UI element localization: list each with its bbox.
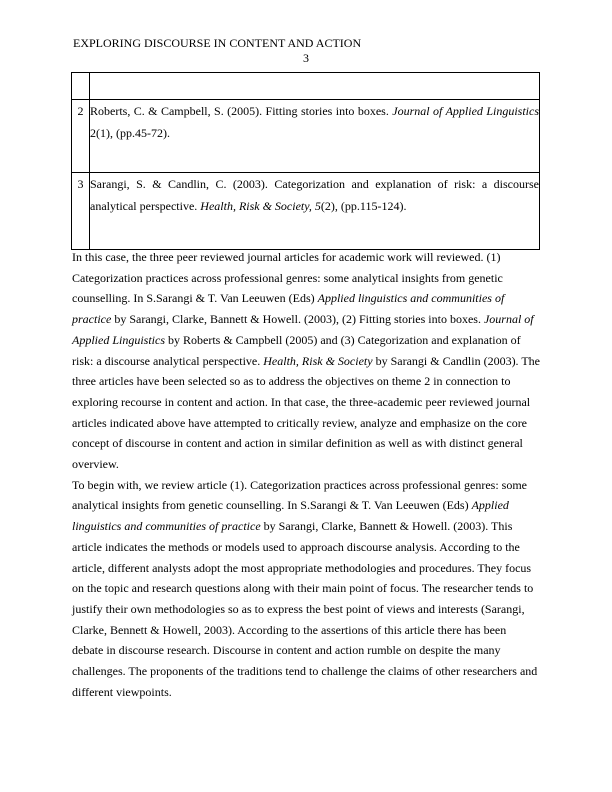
ref-citation: [90, 100, 540, 173]
italic-text: Applied linguistics and communities of practice: [72, 498, 509, 534]
italic-text: Journal of Applied Linguistics: [392, 104, 539, 118]
text-run: To begin with, we review article (1). Categorization practices across professional genres: some analytical insights from genetic counselling. In S.Sarangi & T. Van Leeuwen (Eds): [72, 477, 527, 513]
text-run: (2), (pp.115-124).: [320, 199, 407, 213]
text-run: 2(1), (pp.45-72).: [90, 126, 170, 140]
text-run: Roberts, C. & Campbell, S. (2005). Fitting stories into boxes.: [90, 104, 393, 118]
paragraph: [72, 247, 540, 475]
paragraph: [72, 475, 540, 703]
ref-number: 2: [72, 100, 90, 173]
table-row: [72, 173, 540, 250]
ref-citation: [90, 173, 540, 250]
italic-text: Journal of Applied Linguistics: [72, 312, 534, 347]
italic-text: Health, Risk & Society, 5: [200, 199, 321, 213]
table-row: [72, 73, 540, 100]
italic-text: Applied linguistics and communities of practice: [72, 291, 505, 327]
text-run: by Sarangi, Clarke, Bannett & Howell. (2003), (2) Fitting stories into boxes.: [111, 312, 484, 327]
page-number: 3: [303, 51, 309, 65]
running-head: EXPLORING DISCOURSE IN CONTENT AND ACTION: [73, 36, 362, 50]
text-run: by Sarangi, Clarke, Bannett & Howell. (2003). This article indicates the methods or models used to approach discourse analysis. According to the article, different analysts adopt the most appropriate methodologies and procedures. They focus on the topic and research questions along with their main point of focus. The researcher tends to justify their own methodologies so as to express the best point of views and interests (Sarangi, Clarke, Bennett & Howell, 2003). According to the assertions of this article there has been debate in discourse research. Discourse in content and action rumble on despite the many challenges. The proponents of the traditions tend to challenge the claims of other researchers and different viewpoints.: [72, 519, 538, 699]
body-text: [72, 247, 540, 702]
ref-number: [72, 73, 90, 100]
page-number-row: [0, 51, 612, 66]
italic-text: Health, Risk & Society: [263, 353, 373, 368]
text-run: by Roberts & Campbell (2005) and (3) Categorization and explanation of risk: a discourse analytical perspective.: [72, 332, 521, 368]
table-row: [72, 100, 540, 173]
text-run: In this case, the three peer reviewed journal articles for academic work will reviewed. (1) Categorization practices across professional genres: some analytical insights from genetic counselling. In S.Sarangi & T. Van Leeuwen (Eds): [72, 250, 503, 306]
ref-number: 3: [72, 173, 90, 250]
references-table: [71, 72, 540, 250]
text-run: Sarangi, S. & Candlin, C. (2003). Categorization and explanation of risk: a discourse analytical perspective.: [90, 177, 539, 213]
text-run: by Sarangi & Candlin (2003). The three articles have been selected so as to address the objectives on theme 2 in connection to exploring recourse in content and action. In that case, the three-academic peer reviewed journal articles indicated above have attempted to critically review, analyze and emphasize on the core concept of discourse in content and action in similar definition as well as with distinct general overview.: [72, 353, 540, 472]
ref-citation: [90, 73, 540, 100]
